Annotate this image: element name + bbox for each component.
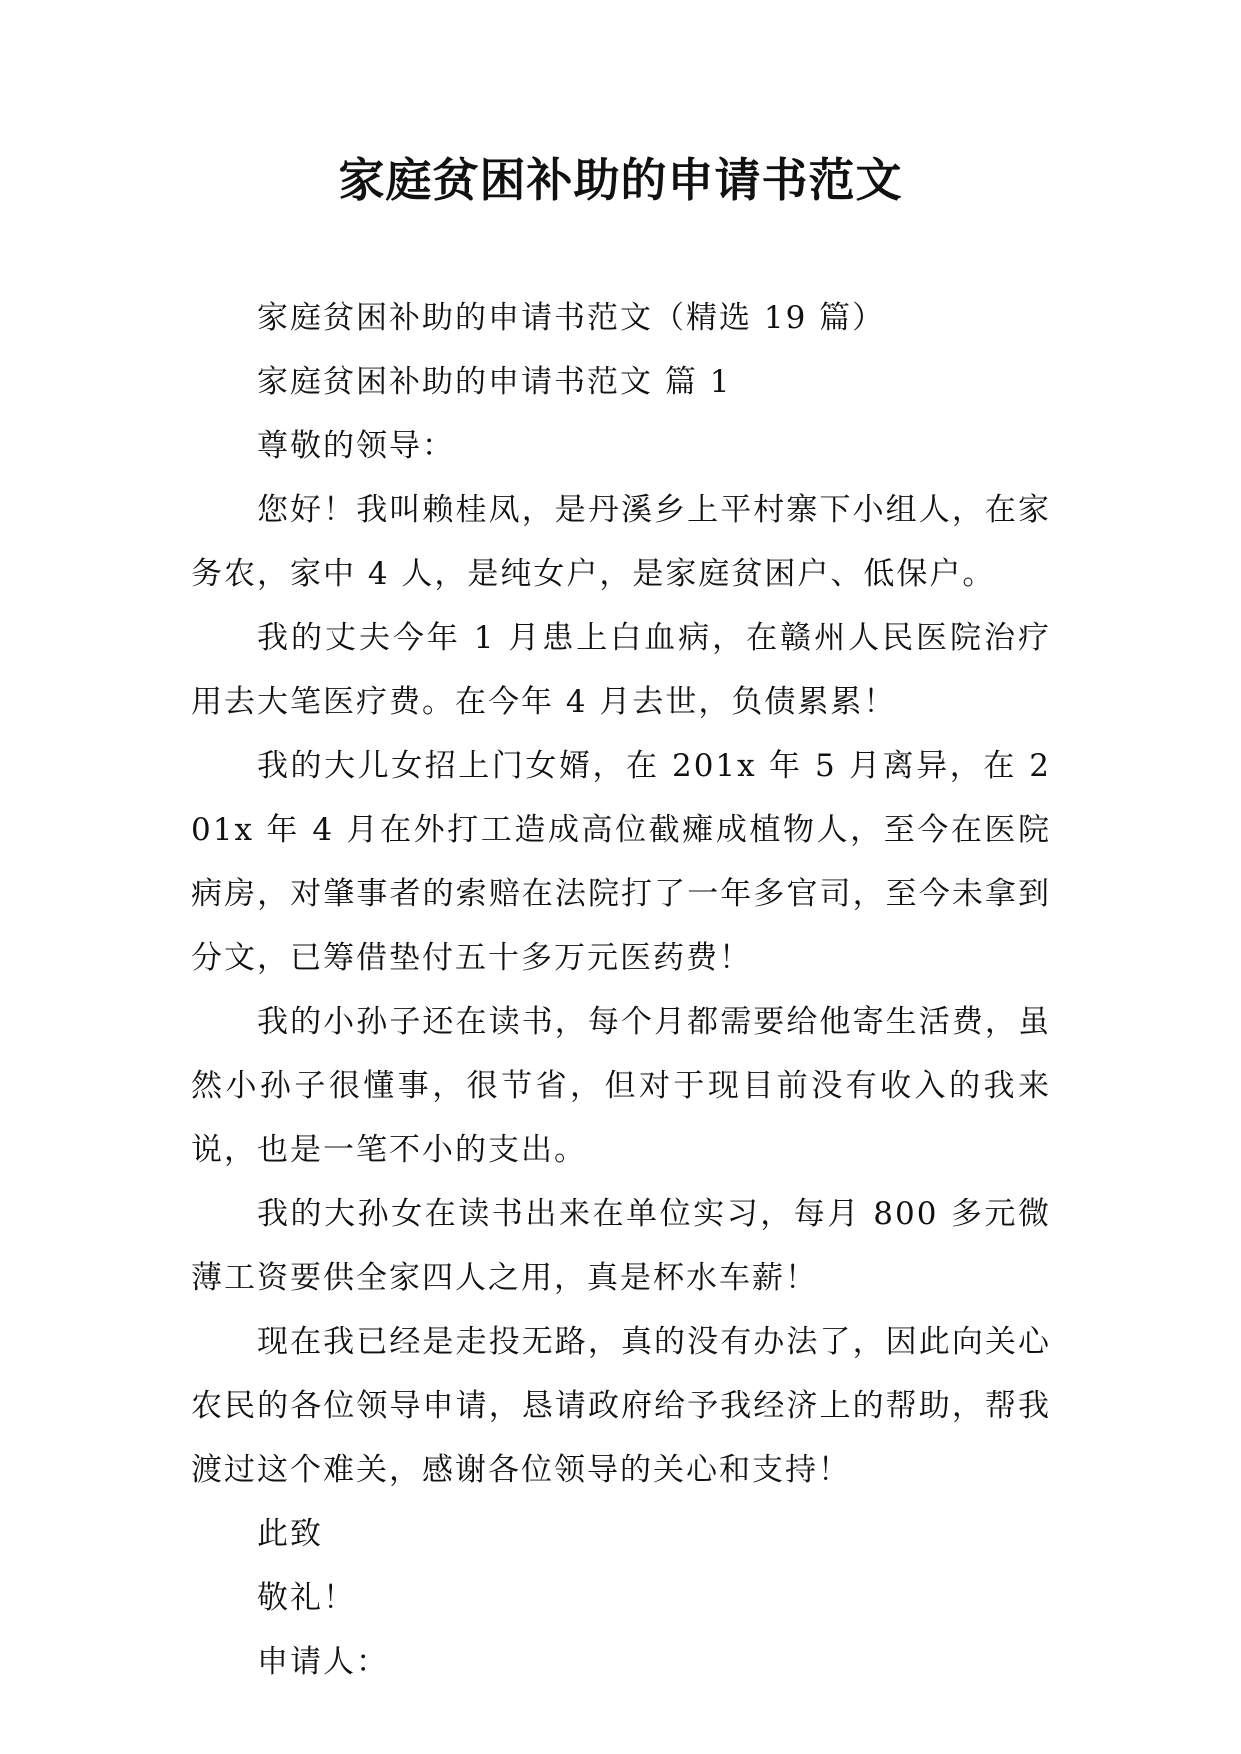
body-paragraph: 您好！我叫赖桂凤，是丹溪乡上平村寨下小组人，在家务农，家中 4 人，是纯女户，是家庭贫困户、低保户。 [191,492,1051,592]
subtitle-paragraph: 家庭贫困补助的申请书范文（精选 19 篇） [257,300,886,336]
document-title: 家庭贫困补助的申请书范文 [338,153,903,207]
salutation: 尊敬的领导： [257,428,455,464]
body-paragraph: 我的丈夫今年 1 月患上白血病，在赣州人民医院治疗用去大笔医疗费。在今年 4 月去世，负债累累！ [191,620,1051,720]
applicant-label: 申请人： [257,1644,389,1680]
closing-regards: 敬礼！ [257,1580,356,1616]
closing-line: 此致 [257,1516,323,1552]
body-paragraph: 我的大儿女招上门女婿，在 201x 年 5 月离异，在 201x 年 4 月在外打工造成高位截瘫成植物人，至今在医院病房，对肇事者的索赔在法院打了一年多官司，至今未拿到分文，已筹借垫付五十多万元医药费！ [191,748,1051,976]
body-paragraph: 现在我已经是走投无路，真的没有办法了，因此向关心农民的各位领导申请，恳请政府给予我经济上的帮助，帮我渡过这个难关，感谢各位领导的关心和支持！ [191,1324,1051,1488]
body-paragraph: 我的小孙子还在读书，每个月都需要给他寄生活费，虽然小孙子很懂事，很节省，但对于现目前没有收入的我来说，也是一笔不小的支出。 [191,1004,1051,1168]
document-body [191,286,1051,1694]
section-heading: 家庭贫困补助的申请书范文 篇 1 [257,364,732,400]
body-paragraph: 我的大孙女在读书出来在单位实习，每月 800 多元微薄工资要供全家四人之用，真是杯水车薪！ [191,1196,1051,1296]
